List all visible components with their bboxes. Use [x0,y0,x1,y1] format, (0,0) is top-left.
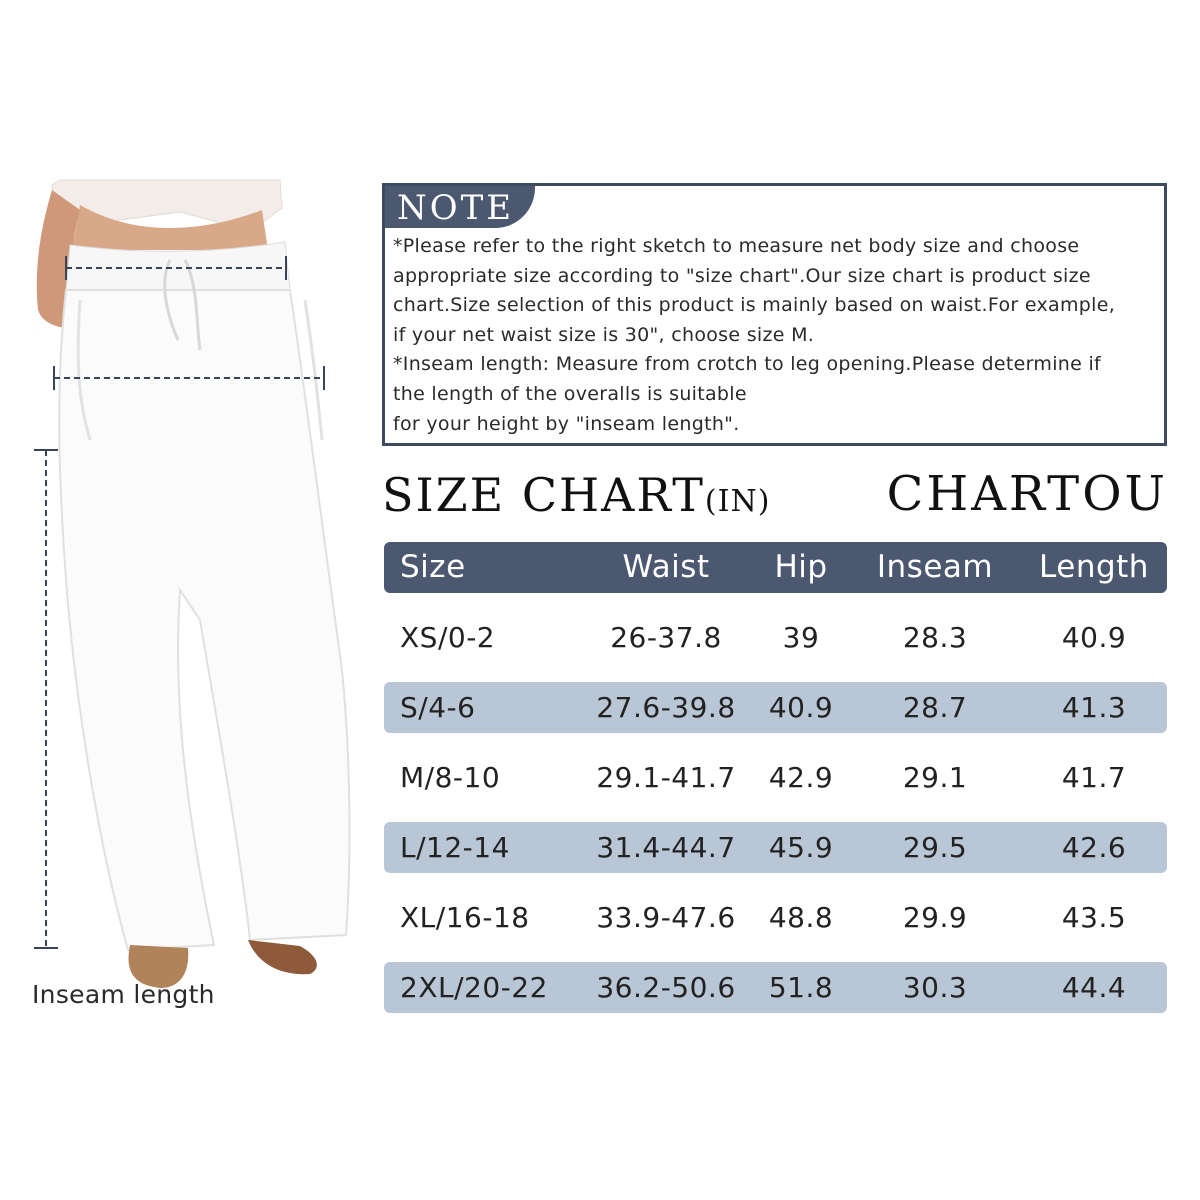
cell-size: 2XL/20-22 [400,971,548,1004]
note-line: *Please refer to the right sketch to measure net body size and choose [393,235,1080,257]
cell-inseam: 29.5 [902,831,968,864]
table-row [384,612,1167,663]
size-chart-title [382,468,770,522]
header-size: Size [400,549,466,585]
size-chart-title-text: SIZE CHART [382,468,705,522]
cell-length: 44.4 [1061,971,1127,1004]
table-header [384,542,1167,593]
cell-hip: 42.9 [768,761,834,794]
right-sandal [248,940,317,974]
table-row [384,962,1167,1013]
cell-inseam: 29.9 [902,901,968,934]
table-row [384,752,1167,803]
cell-hip: 45.9 [768,831,834,864]
cell-inseam: 28.3 [902,621,968,654]
note-tab [385,186,535,228]
header-hip: Hip [774,549,828,585]
note-box [382,183,1167,446]
cell-size: M/8-10 [400,761,501,794]
note-title: NOTE [397,188,515,228]
cell-hip: 40.9 [768,691,834,724]
note-line: appropriate size according to "size chart".Our size chart is product size [393,264,1091,287]
note-line: *Inseam length: Measure from crotch to leg opening.Please determine if [393,353,1102,376]
cell-inseam: 28.7 [902,691,968,724]
pants-illustration [0,150,360,1030]
cell-size: XL/16-18 [400,901,530,934]
cell-hip: 51.8 [768,971,834,1004]
table-row [384,682,1167,733]
cell-length: 41.3 [1061,691,1127,724]
note-line: the length of the overalls is suitable [393,382,747,405]
cell-waist: 27.6-39.8 [596,691,736,724]
inseam-length-label: Inseam length [32,980,215,1009]
cell-hip: 48.8 [768,901,834,934]
note-line: chart.Size selection of this product is mainly based on waist.For example, [393,294,1116,317]
table-row [384,822,1167,873]
cell-inseam: 29.1 [902,761,968,794]
brand-logo: CHARTOU [886,466,1168,522]
cell-waist: 31.4-44.7 [596,831,736,864]
header-length: Length [1039,549,1149,585]
cell-waist: 33.9-47.6 [596,901,736,934]
cell-size: L/12-14 [400,831,510,864]
cell-hip: 39 [782,621,820,654]
pants-shape [59,290,349,950]
cell-waist: 29.1-41.7 [596,761,736,794]
header-inseam: Inseam [876,549,994,585]
cell-waist: 36.2-50.6 [596,971,736,1004]
note-line: for your height by "inseam length". [393,412,740,435]
cell-waist: 26-37.8 [610,621,722,654]
size-chart-unit: (IN) [704,484,771,519]
cell-length: 43.5 [1061,901,1127,934]
cell-inseam: 30.3 [902,971,968,1004]
product-photo [0,150,360,1030]
header-waist: Waist [622,549,710,585]
size-table [384,542,1167,1013]
cell-length: 42.6 [1061,831,1127,864]
cell-size: S/4-6 [400,691,476,724]
note-text [393,232,1150,439]
note-line: if your net waist size is 30", choose size M. [393,323,815,346]
cell-length: 41.7 [1061,761,1127,794]
cell-length: 40.9 [1061,621,1127,654]
cell-size: XS/0-2 [400,621,496,654]
table-row [384,892,1167,943]
